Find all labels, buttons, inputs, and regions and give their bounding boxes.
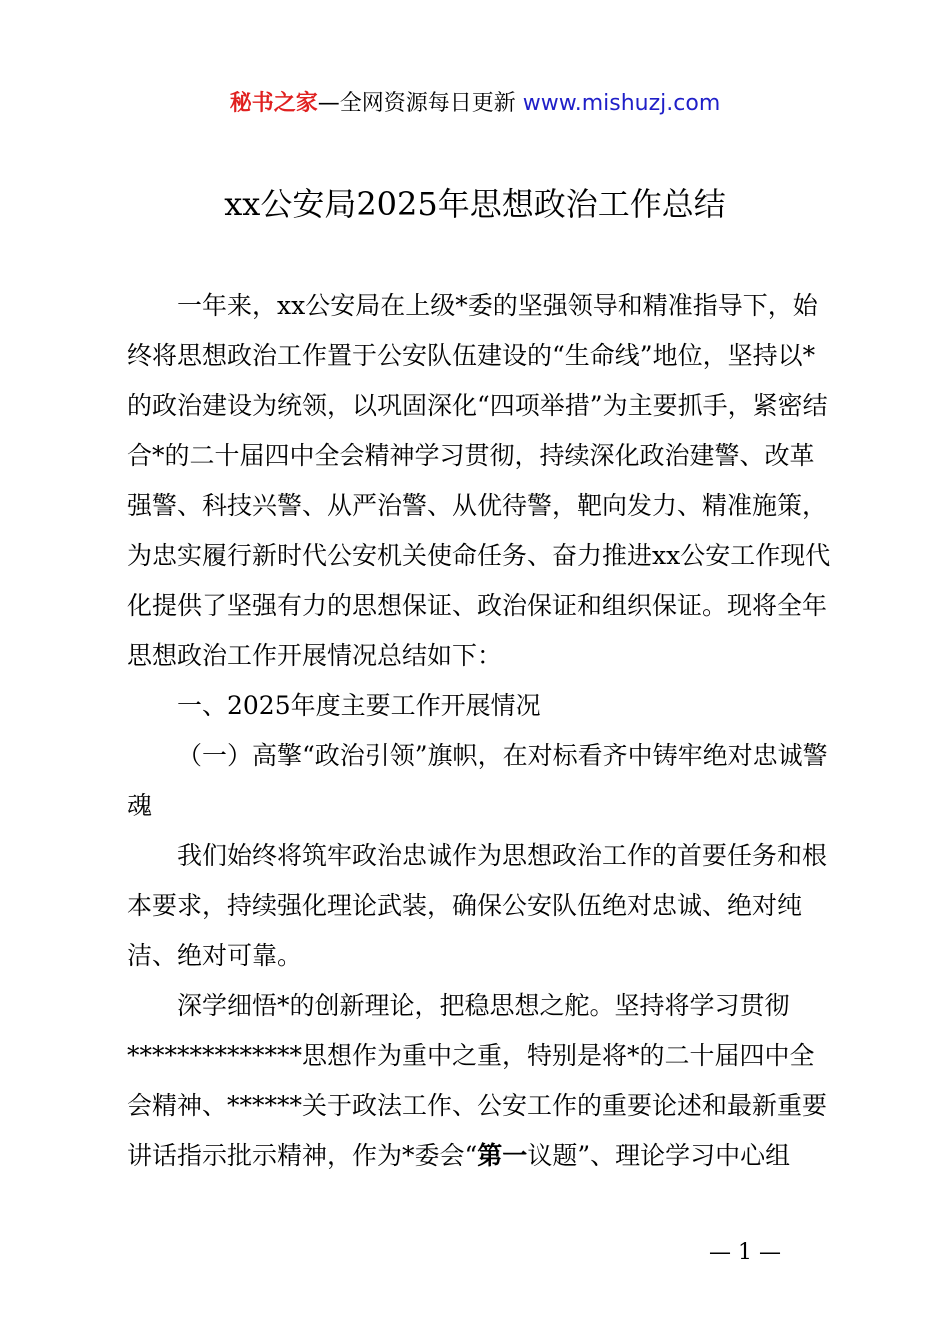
site-url-link[interactable]: www.mishuzj.com bbox=[522, 91, 721, 116]
site-header bbox=[0, 88, 950, 120]
paragraph-2-text-end: 议题”、理论学习中心组 bbox=[527, 1141, 791, 1170]
brand-name: 秘书之家 bbox=[229, 91, 318, 116]
body-paragraph-1: 我们始终将筑牢政治忠诚作为思想政治工作的首要任务和根本要求，持续强化理论武装，确保公安队伍绝对忠诚、绝对纯洁、绝对可靠。 bbox=[127, 841, 828, 970]
document-body bbox=[127, 281, 833, 1181]
section-heading: 一、2025年度主要工作开展情况 bbox=[177, 691, 541, 720]
header-tagline: —全网资源每日更新 bbox=[317, 91, 516, 116]
paragraph-2-text-start: 深学细悟*的创新理论，把稳思想之舵。坚持将学习贯彻**************思想作为重中之重，特别是将*的二十届四中全会精神、******关于政法工作、公安工作的重要论述和最新重要讲话指示批示精神，作为*委会“ bbox=[127, 991, 828, 1170]
emphasis-text: 第一 bbox=[477, 1141, 528, 1170]
body-paragraph-2 bbox=[127, 981, 833, 1181]
document-title: xx公安局2025年思想政治工作总结 bbox=[224, 185, 726, 223]
page-number: — 1 — bbox=[709, 1240, 781, 1265]
intro-paragraph: 一年来，xx公安局在上级*委的坚强领导和精准指导下，始终将思想政治工作置于公安队伍建设的“生命线”地位，坚持以*的政治建设为统领，以巩固深化“四项举措”为主要抓手，紧密结合*的二十届四中全会精神学习贯彻，持续深化政治建警、改革强警、科技兴警、从严治警、从优待警，靶向发力、精准施策，为忠实履行新时代公安机关使命任务、奋力推进xx公安工作现代化提供了坚强有力的思想保证、政治保证和组织保证。现将全年思想政治工作开展情况总结如下： bbox=[127, 291, 831, 670]
subsection-heading: （一）高擎“政治引领”旗帜，在对标看齐中铸牢绝对忠诚警魂 bbox=[127, 741, 828, 820]
